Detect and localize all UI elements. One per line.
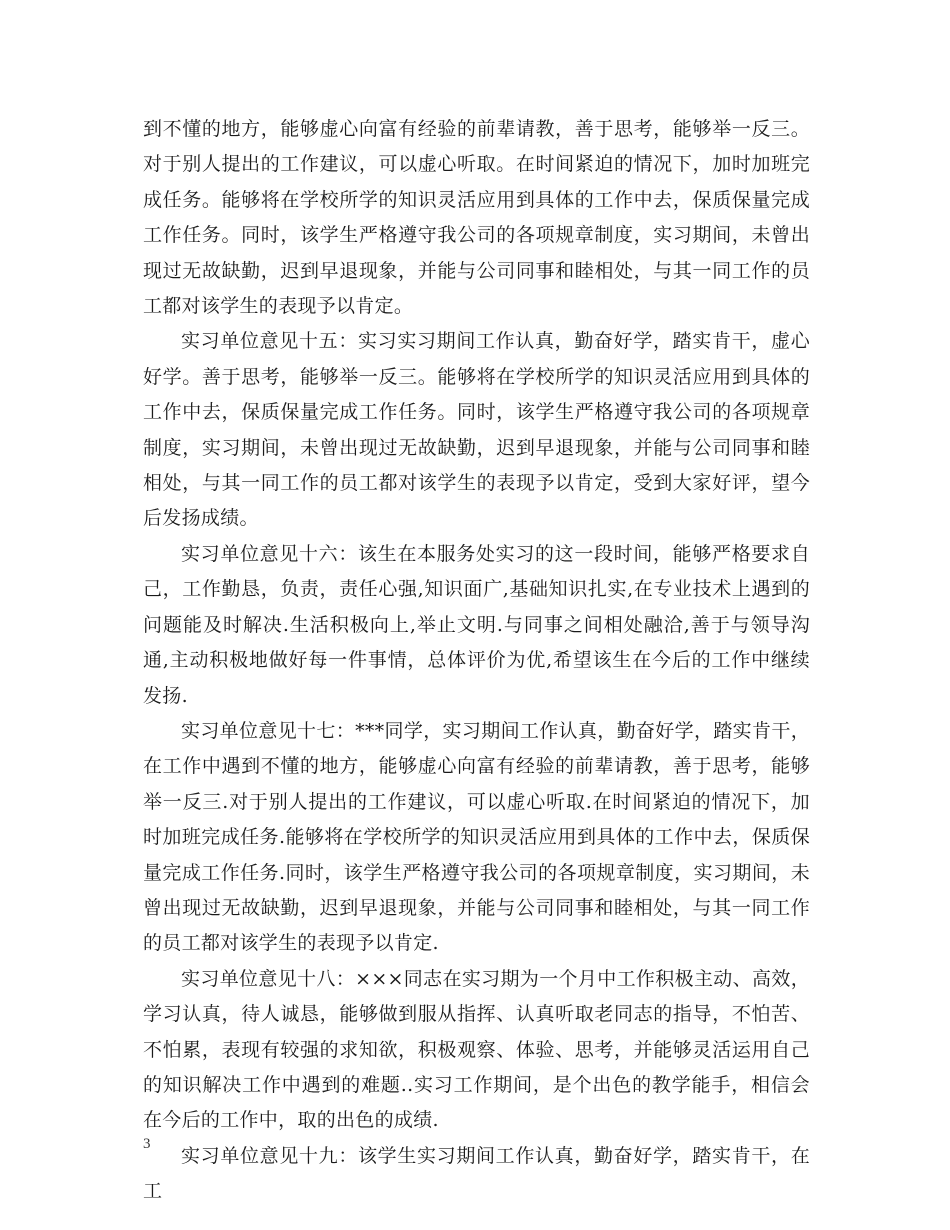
page-number: 3 [143, 1136, 151, 1152]
paragraph-opinion-16: 实习单位意见十六：该生在本服务处实习的这一段时间，能够严格要求自己，工作勤恳，负责，责任心强,知识面广,基础知识扎实,在专业技术上遇到的问题能及时解决.生活积极向上,举止文明.与同事之间相处融洽,善于与领导沟通,主动积极地做好每一件事情，总体评价为优,希望该生在今后的工作中继续发扬. [143, 542, 810, 707]
paragraph-continued: 到不懂的地方，能够虚心向富有经验的前辈请教，善于思考，能够举一反三。对于别人提出的工作建议，可以虚心听取。在时间紧迫的情况下，加时加班完成任务。能够将在学校所学的知识灵活应用到具体的工作中去，保质保量完成工作任务。同时，该学生严格遵守我公司的各项规章制度，实习期间，未曾出现过无故缺勤，迟到早退现象，并能与公司同事和睦相处，与其一同工作的员工都对该学生的表现予以肯定。 [143, 118, 810, 318]
paragraph-opinion-18: 实习单位意见十八：×××同志在实习期为一个月中工作积极主动、高效，学习认真，待人诚恳，能够做到服从指挥、认真听取老同志的指导，不怕苦、不怕累，表现有较强的求知欲，积极观察、体验、思考，并能够灵活运用自己的知识解决工作中遇到的难题..实习工作期间，是个出色的教学能手，相信会在今后的工作中，取的出色的成绩. [143, 967, 810, 1132]
paragraph-opinion-17: 实习单位意见十七：***同学，实习期间工作认真，勤奋好学，踏实肯干，在工作中遇到不懂的地方，能够虚心向富有经验的前辈请教，善于思考，能够举一反三.对于别人提出的工作建议，可以虚心听取.在时间紧迫的情况下，加时加班完成任务.能够将在学校所学的知识灵活应用到具体的工作中去，保质保量完成工作任务.同时，该学生严格遵守我公司的各项规章制度，实习期间，未曾出现过无故缺勤，迟到早退现象，并能与公司同事和睦相处，与其一同工作的员工都对该学生的表现予以肯定. [143, 719, 810, 955]
paragraph-opinion-15: 实习单位意见十五：实习实习期间工作认真，勤奋好学，踏实肯干，虚心好学。善于思考，能够举一反三。能够将在学校所学的知识灵活应用到具体的工作中去，保质保量完成工作任务。同时，该学生严格遵守我公司的各项规章制度，实习期间，未曾出现过无故缺勤，迟到早退现象，并能与公司同事和睦相处，与其一同工作的员工都对该学生的表现予以肯定，受到大家好评，望今后发扬成绩。 [143, 330, 810, 530]
document-body [143, 112, 810, 1210]
paragraph-opinion-19: 实习单位意见十九：该学生实习期间工作认真，勤奋好学，踏实肯干，在工 [143, 1144, 810, 1203]
